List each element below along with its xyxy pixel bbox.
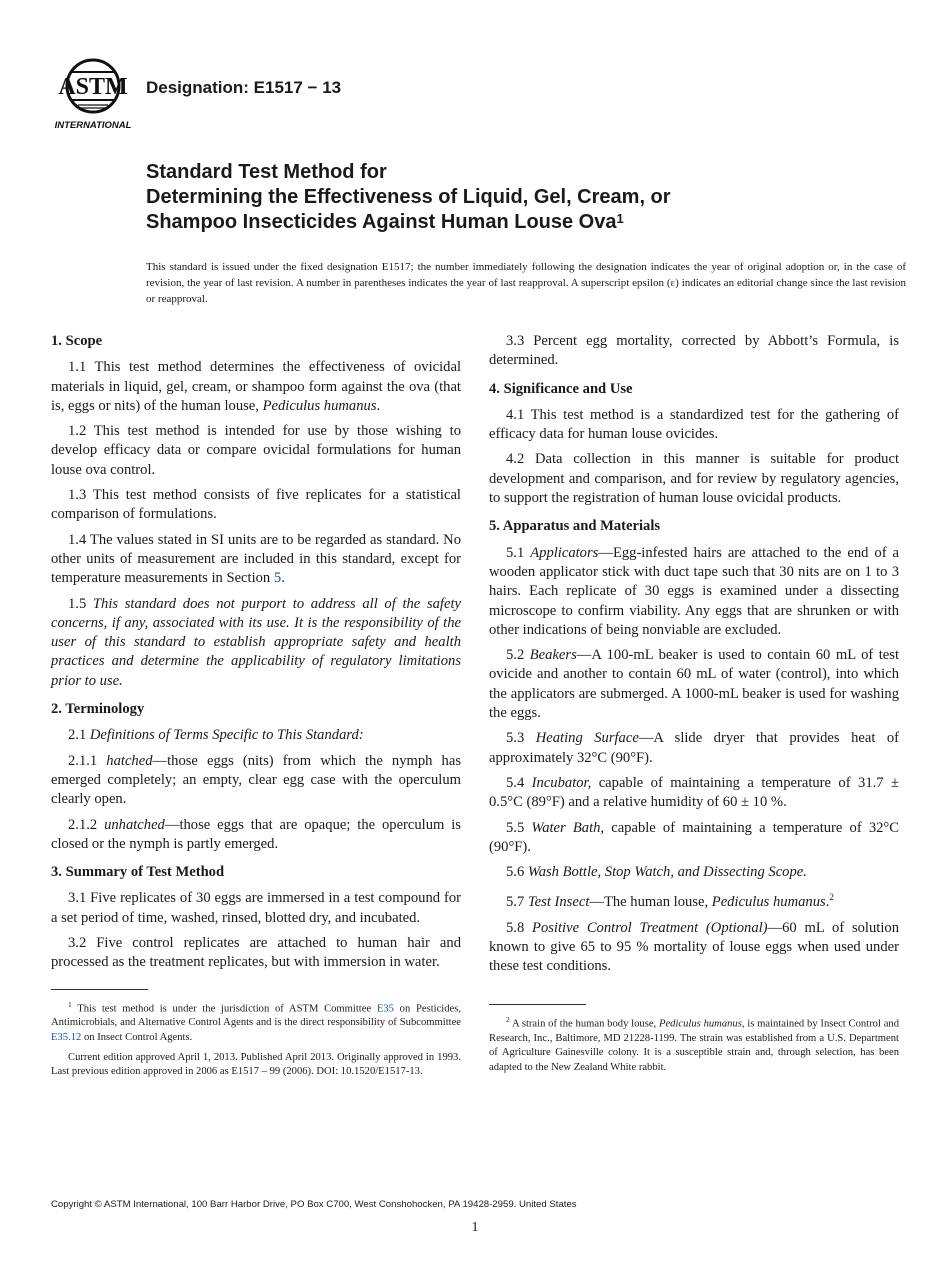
para-5-8-term: Positive Control Treatment (Optional) xyxy=(532,919,768,936)
para-5-6 xyxy=(489,863,899,882)
para-1-5-text: This standard does not purport to address all of the safety concerns, if any, associated with its use. It is the responsibility of the user of this standard to establish appropriate safety and health practices and determine the applicability of regulatory limitations prior to use. xyxy=(51,595,461,689)
para-5-7-term: Test Insect xyxy=(527,894,590,911)
para-3-2: 3.2 Five control replicates are attached to human hair and processed as the treatment replicates, but with immersion in water. xyxy=(51,935,461,971)
para-5-4-term: Incubator, xyxy=(531,774,592,791)
para-3-3: 3.3 Percent egg mortality, corrected by Abbott’s Formula, is determined. xyxy=(489,333,899,369)
subcommittee-e35-12-link[interactable]: E35.12 xyxy=(51,1031,82,1043)
para-5-7 xyxy=(489,888,899,912)
para-4-2: 4.2 Data collection in this manner is suitable for product development and comparison, and for review by regulatory agencies, to support the registration of human louse ovicidal products. xyxy=(489,451,899,507)
para-2-1-num: 2.1 xyxy=(68,727,90,744)
para-5-2-term: Beakers xyxy=(529,647,577,664)
designation: Designation: E1517 − 13 xyxy=(146,78,342,97)
footnote-1 xyxy=(51,998,461,1045)
para-5-6-num: 5.6 xyxy=(506,864,528,881)
para-4-1: 4.1 This test method is a standardized test for the gathering of efficacy data for human louse ovicides. xyxy=(489,406,899,443)
title-footnote-mark: 1 xyxy=(616,211,624,226)
committee-e35-link[interactable]: E35 xyxy=(376,1003,394,1015)
left-column xyxy=(51,332,461,1085)
para-1-5 xyxy=(51,595,461,691)
para-1-4-end: . xyxy=(281,570,285,587)
para-5-3-term: Heating Surface xyxy=(535,730,639,747)
para-5-1 xyxy=(489,544,899,640)
para-5-4-num: 5.4 xyxy=(506,774,532,791)
para-5-7-text: —The human louse, xyxy=(589,894,712,911)
astm-logo-text: INTERNATIONAL xyxy=(54,120,132,131)
footnote-2-mark: 2 xyxy=(506,1015,510,1025)
para-5-1-num: 5.1 xyxy=(506,544,531,561)
footnote-2-text-a: A strain of the human body louse, xyxy=(509,1019,659,1030)
title-line-3 xyxy=(146,210,906,235)
para-1-1-species: Pediculus humanus xyxy=(262,397,377,414)
para-5-5 xyxy=(489,819,899,858)
footnote-1-mark: 1 xyxy=(68,999,72,1009)
para-1-1-end: . xyxy=(376,397,381,414)
section-2-heading: 2. Terminology xyxy=(51,701,145,718)
para-1-4-text: 1.4 The values stated in SI units are to be regarded as standard. No other units of measurement are included in this standard, except for temperature measurements in Section xyxy=(51,531,461,587)
para-1-4 xyxy=(51,531,461,589)
footnote-1-edition: Current edition approved April 1, 2013. Published April 2013. Originally approved in 1993. Last previous edition approved in 2006 as E1517 – 99 (2006). DOI: 10.1520/E1517-13. xyxy=(51,1051,461,1077)
footnote-1-text-b: on Pesticides, Antimicrobials, and Alternative Control Agents and is the direct responsibility of Subcommittee xyxy=(51,1003,461,1029)
para-5-3 xyxy=(489,729,899,768)
footnote-1-text-a: This test method is under the jurisdiction of ASTM Committee xyxy=(71,1003,377,1015)
section-5-link[interactable]: 5 xyxy=(273,570,282,587)
para-5-7-num: 5.7 xyxy=(506,894,528,911)
page-number: 1 xyxy=(471,1220,479,1235)
svg-text:ASTM: ASTM xyxy=(58,74,128,100)
footnote-1-text-c: on Insect Control Agents. xyxy=(81,1031,193,1043)
para-5-7-species: Pediculus humanus xyxy=(711,894,826,911)
title-line-1: Standard Test Method for xyxy=(146,161,387,183)
para-5-3-text: —A slide dryer that provides heat of approximately 32°C (90°F). xyxy=(489,730,900,766)
para-1-1 xyxy=(51,358,461,416)
para-5-7-end: . xyxy=(825,894,830,911)
para-5-2 xyxy=(489,646,899,723)
section-1-heading: 1. Scope xyxy=(51,333,103,349)
section-5-heading: 5. Apparatus and Materials xyxy=(489,518,661,535)
astm-logo-mark xyxy=(58,60,127,112)
title-line-3-text: Shampoo Insecticides Against Human Louse Ova xyxy=(146,211,617,233)
para-2-1-1 xyxy=(51,752,461,810)
para-5-2-num: 5.2 xyxy=(506,647,530,664)
copyright: Copyright © ASTM International, 100 Barr Harbor Drive, PO Box C700, West Conshohocken, PA 19428-2959. United States xyxy=(51,1199,577,1210)
para-5-1-text: —Egg-infested hairs are attached to the end of a wooden applicator stick with duct tape such that 30 nits are on 1 to 3 hairs. Each replicate of 30 eggs is examined under a dissecting microscope to confirm viability. Any eggs that are shrunken or with other indications of being nonviable are excluded. xyxy=(489,544,900,638)
para-5-4-text: capable of maintaining a temperature of 31.7 ± 0.5°C (89°F) and a relative humidity of 60 ± 10 %. xyxy=(489,774,899,811)
para-5-8 xyxy=(489,919,899,977)
footnote-2-text-b: , is maintained by Insect Control and Research, Inc., Baltimore, MD 21228-1199. The strain was established from a U.S. Department of Agriculture Gainesville colony. It is a susceptible strain and, through selection, has been adapted to the New Zealand White rabbit. xyxy=(489,1019,899,1073)
para-2-1-2-text: —those eggs that are opaque; the operculum is closed or the nymph is partly emerged. xyxy=(51,816,461,852)
para-5-4 xyxy=(489,774,899,813)
footnote-2 xyxy=(489,1013,899,1074)
para-2-1-2 xyxy=(51,816,461,855)
section-4-heading: 4. Significance and Use xyxy=(489,380,633,397)
para-5-6-term: Wash Bottle, Stop Watch, and Dissecting Scope. xyxy=(527,864,807,881)
para-2-1-1-num: 2.1.1 xyxy=(68,752,107,769)
para-2-1 xyxy=(51,726,461,745)
para-5-5-num: 5.5 xyxy=(506,819,532,836)
document-title xyxy=(146,160,906,235)
para-5-8-text: —60 mL of solution known to give 65 to 95 % mortality of louse eggs when used under these test conditions. xyxy=(489,919,899,975)
issuance-note: This standard is issued under the fixed designation E1517; the number immediately following the designation indicates the year of original adoption or, in the case of revision, the year of last revision. A number in parentheses indicates the year of last reapproval. A superscript epsilon (ε) indicates an editorial change since the last revision or reapproval. xyxy=(146,261,906,305)
para-5-3-num: 5.3 xyxy=(506,730,536,747)
footnote-divider-right xyxy=(489,1004,586,1005)
term-unhatched: unhatched xyxy=(104,816,165,833)
para-3-1: 3.1 Five replicates of 30 eggs are immersed in a test compound for a set period of time, washed, rinsed, blotted dry, and incubated. xyxy=(51,890,461,926)
para-1-3: 1.3 This test method consists of five replicates for a statistical comparison of formulations. xyxy=(51,487,461,523)
term-hatched: hatched xyxy=(106,752,153,769)
para-1-1-text: 1.1 This test method determines the effectiveness of ovicidal materials in liquid, gel, cream, or shampoo form against the ova (that is, eggs or nits) of the human louse, xyxy=(51,359,461,414)
footnote-2-ref: 2 xyxy=(829,892,834,903)
para-2-1-1-text: —those eggs (nits) from which the nymph has emerged completely; an empty, clear egg case with the operculum clearly open. xyxy=(51,752,461,808)
para-5-2-text: —A 100-mL beaker is used to contain 60 mL of test ovicide and another to contain 60 mL of water (control), into which the applicators are submerged. A 1000-mL beaker is used for washing the eggs. xyxy=(489,647,900,722)
para-2-1-text: Definitions of Terms Specific to This Standard: xyxy=(89,727,364,744)
para-1-2: 1.2 This test method is intended for use by those wishing to develop efficacy data or compare ovicidal formulations for human louse ova control. xyxy=(51,423,461,478)
right-column xyxy=(489,332,899,1081)
title-line-2: Determining the Effectiveness of Liquid, Gel, Cream, or xyxy=(146,186,671,208)
section-3-heading: 3. Summary of Test Method xyxy=(51,864,225,881)
para-5-5-term: Water Bath, xyxy=(531,819,605,836)
footnote-2-species: Pediculus humanus xyxy=(659,1019,742,1030)
para-1-5-num: 1.5 xyxy=(68,595,93,612)
footnote-divider-left xyxy=(51,989,148,990)
para-2-1-2-num: 2.1.2 xyxy=(68,816,105,833)
para-5-8-num: 5.8 xyxy=(506,919,533,936)
para-5-1-term: Applicators xyxy=(530,544,599,561)
para-5-5-text: capable of maintaining a temperature of 32°C (90°F). xyxy=(489,819,900,855)
astm-logo xyxy=(50,58,136,132)
